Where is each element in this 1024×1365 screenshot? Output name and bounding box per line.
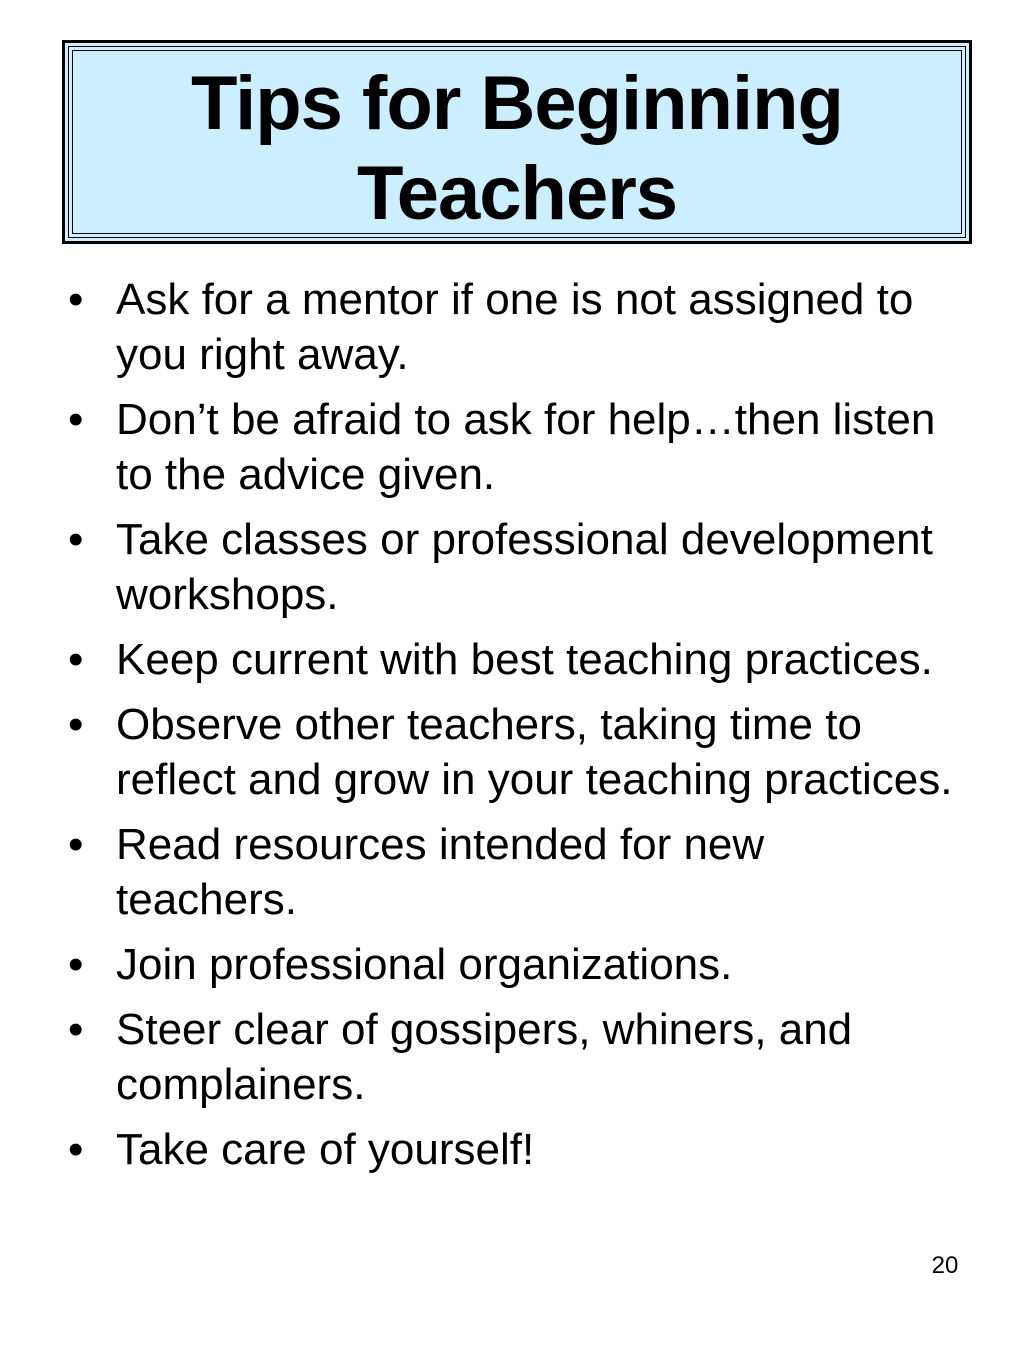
list-item — [60, 937, 956, 992]
tips-list — [60, 272, 960, 1187]
bullet-icon: • — [68, 820, 84, 869]
page-title — [65, 59, 969, 239]
bullet-icon: • — [68, 940, 84, 989]
bullet-icon: • — [68, 635, 84, 684]
page-number: 20 — [931, 1252, 959, 1279]
tip-text: Observe other teachers, taking time to reflect and grow in your teaching practices. — [116, 700, 953, 804]
tip-text: Steer clear of gossipers, whiners, and complainers. — [116, 1005, 853, 1109]
bullet-icon: • — [68, 700, 84, 749]
title-line-2: Teachers — [356, 151, 678, 236]
list-item — [60, 512, 956, 622]
tip-text: Take classes or professional development workshops. — [116, 515, 933, 619]
tip-text: Join professional organizations. — [116, 940, 733, 989]
bullet-icon: • — [68, 395, 84, 444]
list-item — [60, 392, 956, 502]
title-box — [62, 40, 972, 244]
title-line-1: Tips for Beginning — [191, 61, 843, 146]
bullet-icon: • — [68, 1005, 84, 1054]
tip-text: Read resources intended for new teachers. — [116, 820, 765, 924]
tip-text: Keep current with best teaching practices. — [116, 635, 933, 684]
bullet-icon: • — [68, 515, 84, 564]
list-item — [60, 1122, 956, 1177]
list-item — [60, 817, 956, 927]
tip-text: Don’t be afraid to ask for help…then listen to the advice given. — [116, 395, 936, 499]
list-item — [60, 697, 956, 807]
list-item — [60, 272, 956, 382]
tip-text: Take care of yourself! — [116, 1125, 535, 1174]
list-item — [60, 1002, 956, 1112]
bullet-icon: • — [68, 275, 84, 324]
bullet-icon: • — [68, 1125, 84, 1174]
tip-text: Ask for a mentor if one is not assigned to you right away. — [116, 275, 914, 379]
list-item — [60, 632, 956, 687]
